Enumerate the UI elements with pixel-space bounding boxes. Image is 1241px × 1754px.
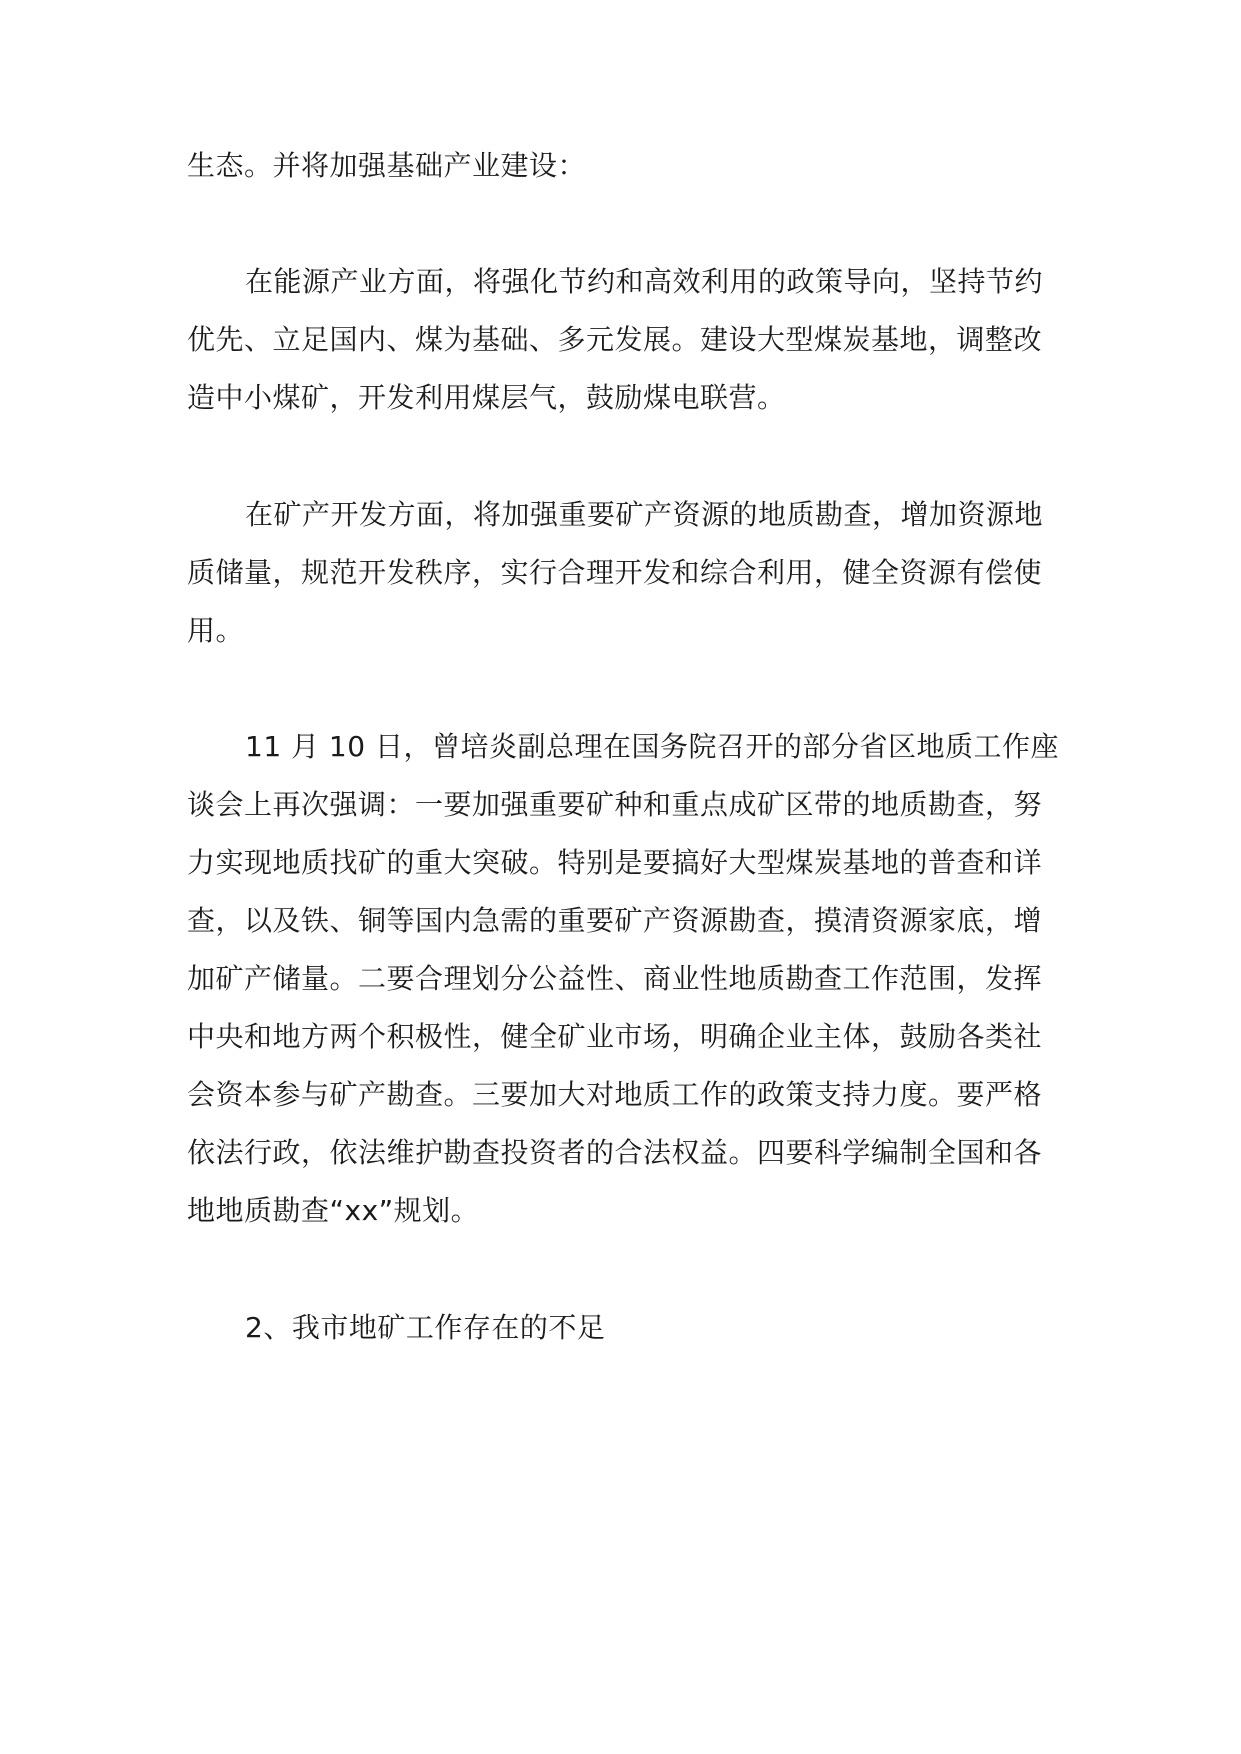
paragraph-line: 质储量，规范开发秩序，实行合理开发和综合利用，健全资源有偿使 [187,556,1043,589]
paragraph-line: 11 月 10 日，曾培炎副总理在国务院召开的部分省区地质工作座 [245,730,1059,763]
paragraph-line: 用。 [187,614,245,647]
section-heading: 2、我市地矿工作存在的不足 [245,1311,606,1344]
paragraph-line: 优先、立足国内、煤为基础、多元发展。建设大型煤炭基地，调整改 [187,323,1043,356]
paragraph-line: 查，以及铁、铜等国内急需的重要矿产资源勘查，摸清资源家底，增 [187,904,1043,937]
paragraph-line: 地地质勘查“xx”规划。 [187,1194,480,1227]
paragraph-line: 中央和地方两个积极性，健全矿业市场，明确企业主体，鼓励各类社 [187,1020,1043,1053]
paragraph-line: 加矿产储量。二要合理划分公益性、商业性地质勘查工作范围，发挥 [187,962,1043,995]
paragraph-line: 造中小煤矿，开发利用煤层气，鼓励煤电联营。 [187,381,786,414]
paragraph-line: 谈会上再次强调：一要加强重要矿种和重点成矿区带的地质勘查，努 [187,788,1043,821]
paragraph-line: 依法行政，依法维护勘查投资者的合法权益。四要科学编制全国和各 [187,1136,1043,1169]
paragraph-line: 会资本参与矿产勘查。三要加大对地质工作的政策支持力度。要严格 [187,1078,1043,1111]
paragraph-line: 在矿产开发方面，将加强重要矿产资源的地质勘查，增加资源地 [245,498,1044,531]
paragraph-line: 力实现地质找矿的重大突破。特别是要搞好大型煤炭基地的普查和详 [187,846,1043,879]
paragraph-line: 生态。并将加强基础产业建设： [187,149,587,182]
paragraph-line: 在能源产业方面，将强化节约和高效利用的政策导向，坚持节约 [245,265,1044,298]
